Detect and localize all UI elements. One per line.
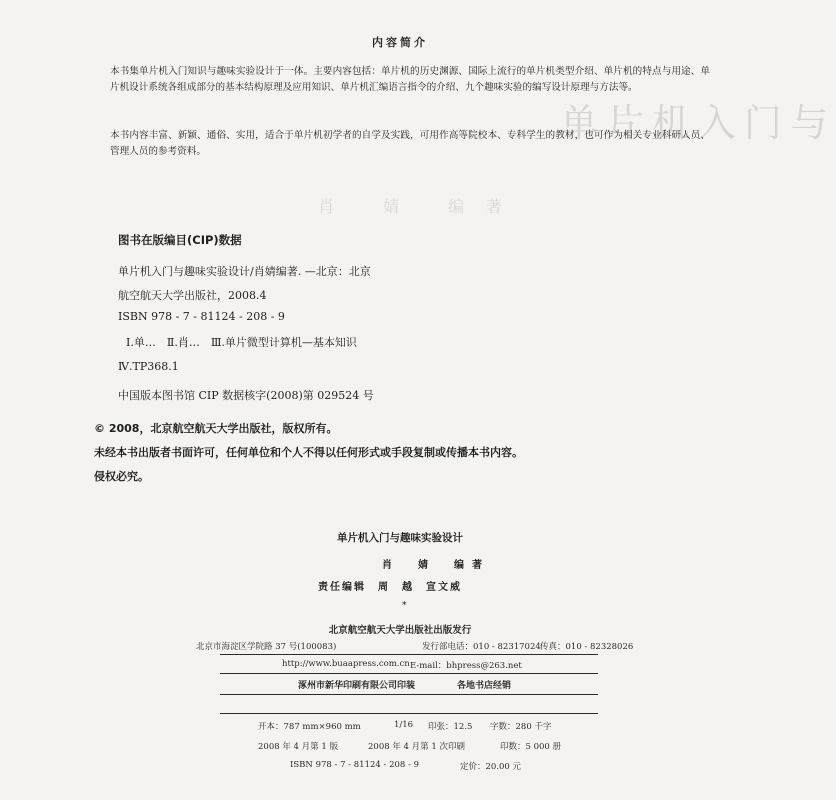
bleed-through-text: 单片机入门与 <box>560 101 836 145</box>
printing-date: 2008 年 4 月第 1 次印刷 <box>368 742 465 752</box>
format-kai: 1/16 <box>394 720 414 730</box>
word-count: 字数：280 千字 <box>490 722 552 732</box>
divider <box>220 713 598 714</box>
publisher-website: http://www.buaapress.com.cn <box>282 659 410 669</box>
colophon-star: * <box>402 601 407 611</box>
publisher-fax: 传真：010 - 82328026 <box>540 642 634 652</box>
distributor: 各地书店经销 <box>457 681 512 691</box>
cip-line-classification: Ⅳ.TP368.1 <box>118 360 179 373</box>
intro-title: 内容简介 <box>372 36 428 49</box>
cip-line-title-author: 单片机入门与趣味实验设计/肖婧编著. —北京：北京 <box>118 265 371 278</box>
cip-line-publisher: 航空航天大学出版社，2008.4 <box>118 289 267 302</box>
publisher-address: 北京市海淀区学院路 37 号(100083) <box>196 642 337 652</box>
printed-sheets: 印张：12.5 <box>428 722 473 732</box>
printer: 涿州市新华印刷有限公司印装 <box>298 681 416 691</box>
bleed-through-author: 肖 婧 编著 <box>318 197 525 216</box>
cip-line-isbn: ISBN 978 - 7 - 81124 - 208 - 9 <box>118 310 285 323</box>
copyright-notice: © 2008，北京航空航天大学出版社，版权所有。 <box>94 422 338 435</box>
colophon-author: 肖 婧 编著 <box>382 560 490 571</box>
colophon-isbn: ISBN 978 - 7 - 81124 - 208 - 9 <box>290 760 419 770</box>
print-run: 印数：5 000 册 <box>500 742 562 752</box>
cip-line-record-number: 中国版本图书馆 CIP 数据核字(2008)第 029524 号 <box>118 389 374 402</box>
cip-line-subjects: Ⅰ.单… Ⅱ.肖… Ⅲ.单片微型计算机—基本知识 <box>126 336 357 349</box>
intro-paragraph-1: 本书集单片机入门知识与趣味实验设计于一体。主要内容包括：单片机的历史渊源、国际上流行的单片机类型介绍、单片机的特点与用途、单片机设计系统各组成部分的基本结构原理及应用知识、单片机汇编语言指令的介绍、九个趣味实验的编写设计原理与方法等。 <box>110 66 710 93</box>
price: 定价：20.00 元 <box>460 762 522 772</box>
publisher-email: E-mail：bhpress@263.net <box>410 661 522 671</box>
infringement-notice: 侵权必究。 <box>94 470 149 483</box>
divider <box>220 654 598 655</box>
colophon-editors: 责任编辑 周 越 宣文威 <box>318 582 462 593</box>
cip-title: 图书在版编目(CIP)数据 <box>118 233 242 247</box>
format-size: 开本：787 mm×960 mm <box>258 722 361 732</box>
publisher-phone: 发行部电话：010 - 82317024 <box>422 642 541 652</box>
edition-date: 2008 年 4 月第 1 版 <box>258 742 338 752</box>
colophon-title: 单片机入门与趣味实验设计 <box>337 532 463 544</box>
colophon-publisher: 北京航空航天大学出版社出版发行 <box>328 625 472 636</box>
reproduction-notice: 未经本书出版者书面许可，任何单位和个人不得以任何形式或手段复制或传播本书内容。 <box>94 446 523 459</box>
intro-paragraph-2: 本书内容丰富、新颖、通俗、实用，适合于单片机初学者的自学及实践，可用作高等院校本、专科学生的教材，也可作为相关专业科研人员、管理人员的参考资料。 <box>110 130 710 157</box>
divider <box>220 673 598 674</box>
divider <box>220 694 598 695</box>
